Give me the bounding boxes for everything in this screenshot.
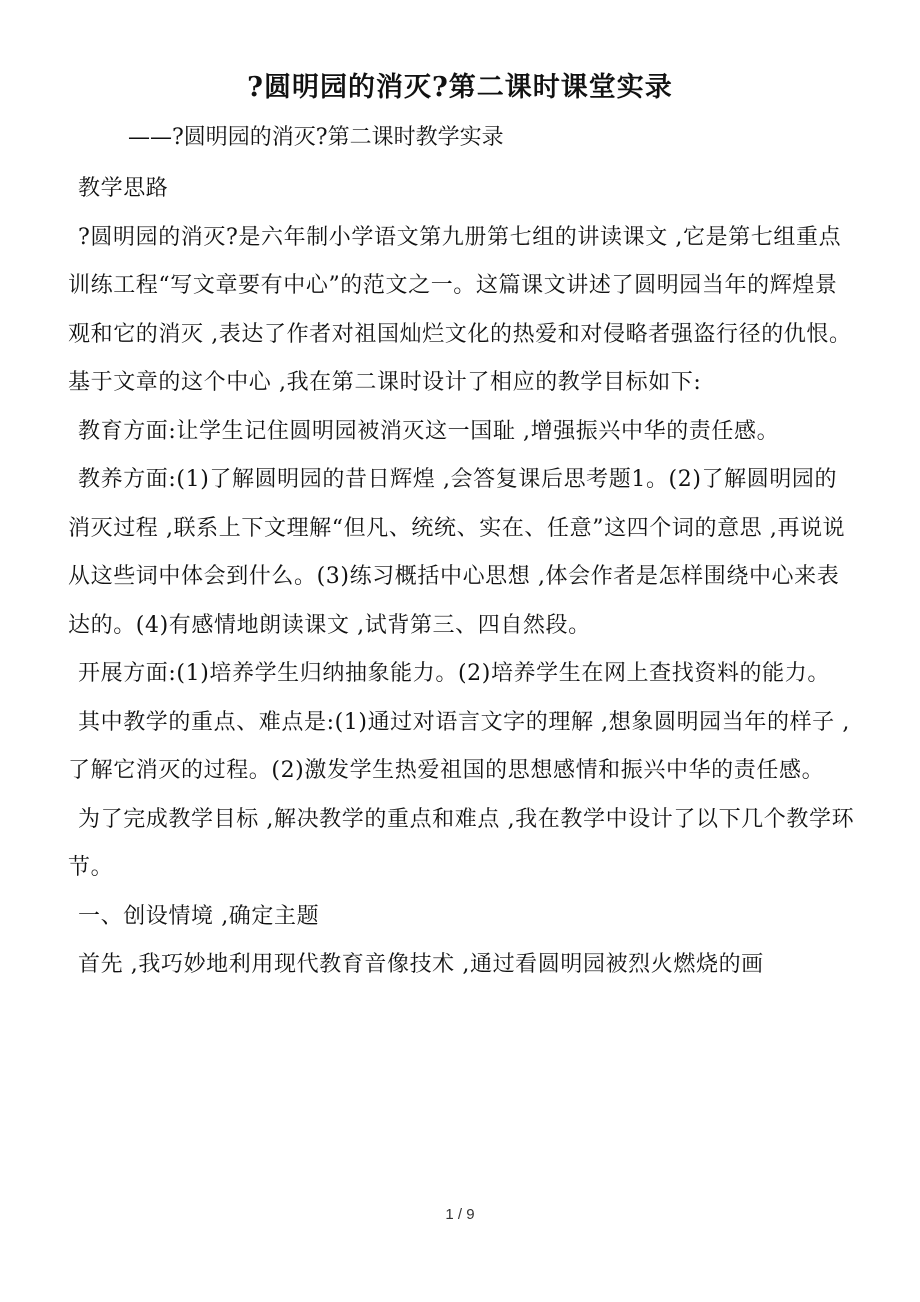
paragraph: 其中教学的重点、难点是:(1)通过对语言文字的理解 ,想象圆明园当年的样子 ,了解它消灭的过程。(2)激发学生热爱祖国的思想感情和振兴中华的责任感。 (68, 709, 850, 783)
paragraph: ?圆明园的消灭?是六年制小学语文第九册第七组的讲读课文 ,它是第七组重点训练工程“写文章要有中心”的范文之一。这篇课文讲述了圆明园当年的辉煌景观和它的消灭 ,表达了作者对祖国灿烂文化的热爱和对侵略者强盗行径的仇恨。基于文章的这个中心 ,我在第二课时设计了相应的教学目标如下: (68, 224, 852, 395)
section-heading: 一、创设情境 ,确定主题 (78, 903, 320, 929)
page-indicator: 1 / 9 (445, 1206, 475, 1223)
document-subtitle: ——?圆明园的消灭?第二课时教学实录 (128, 125, 504, 150)
document-body (68, 165, 858, 990)
document-title: ?圆明园的消灭?第二课时课堂实录 (247, 72, 673, 103)
paragraph: 教育方面:让学生记住圆明园被消灭这一国耻 ,增强振兴中华的责任感。 (78, 418, 780, 444)
paragraph: 首先 ,我巧妙地利用现代教育音像技术 ,通过看圆明园被烈火燃烧的画 (78, 952, 764, 977)
paragraph: 教养方面:(1)了解圆明园的昔日辉煌 ,会答复课后思考题1。(2)了解圆明园的消灭过程 ,联系上下文理解“但凡、统统、实在、任意”这四个词的意思 ,再说说从这些词中体会到什么。(3)练习概括中心思想 ,体会作者是怎样围绕中心来表达的。(4)有感情地朗读课文 ,试背第三、四自然段。 (68, 467, 846, 638)
paragraph: 为了完成教学目标 ,解决教学的重点和难点 ,我在教学中设计了以下几个教学环节。 (68, 806, 855, 880)
section-heading: 教学思路 (78, 176, 169, 201)
paragraph: 开展方面:(1)培养学生归纳抽象能力。(2)培养学生在网上查找资料的能力。 (78, 661, 830, 686)
